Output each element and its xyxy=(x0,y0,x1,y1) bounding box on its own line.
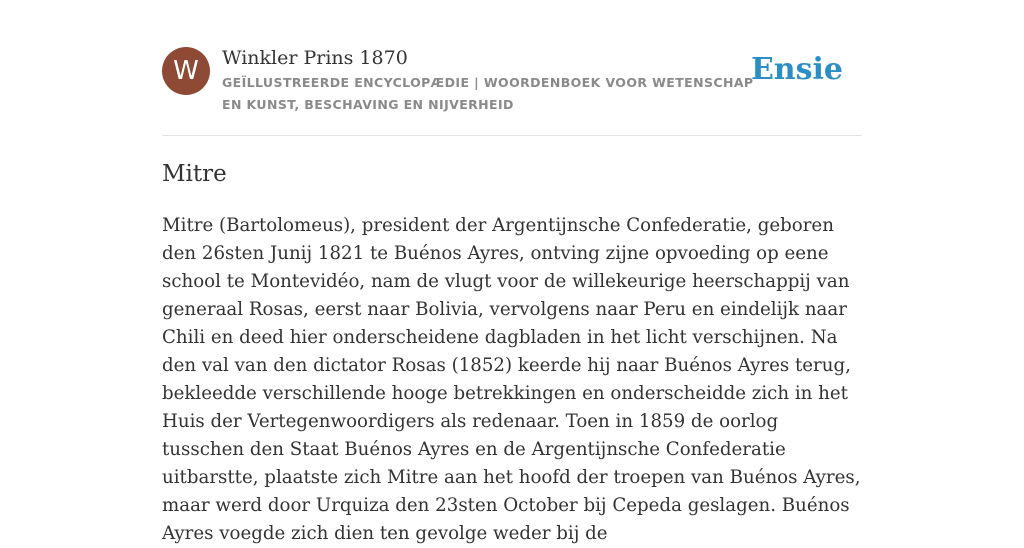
source-avatar: W xyxy=(162,47,210,95)
source-header xyxy=(162,46,862,136)
source-title[interactable]: Winkler Prins 1870 xyxy=(222,47,408,69)
entry-title: Mitre xyxy=(162,161,227,187)
entry-body: Mitre (Bartolomeus), president der Argentijnsche Confederatie, geboren den 26sten Junij 1821 te Buénos Ayres, ontving zijne opvoeding op eene school te Montevidéo, nam de vlugt voor de willekeurige heerschappij van generaal Rosas, eerst naar Bolivia, vervolgens naar Peru en eindelijk naar Chili en deed hier onderscheidene dagbladen in het licht verschijnen. Na den val van den dictator Rosas (1852) keerde hij naar Buénos Ayres terug, bekleedde verschillende hooge betrekkingen en onderscheidde zich in het Huis der Vertegenwoordigers als redenaar. Toen in 1859 de oorlog tusschen den Staat Buénos Ayres en de Argentijnsche Confederatie uitbarstte, plaatste zich Mitre aan het hoofd der troepen van Buénos Ayres, maar werd door Urquiza den 23sten October bij Cepeda geslagen. Buénos Ayres voegde zich dien ten gevolge weder bij de xyxy=(162,215,861,544)
header-divider xyxy=(162,135,862,136)
ensie-logo-link[interactable]: Ensie xyxy=(750,52,843,87)
source-subtitle: GEÏLLUSTREERDE ENCYCLOPÆDIE | WOORDENBOEK VOOR WETENSCHAP EN KUNST, BESCHAVING EN NIJVERHEID xyxy=(222,75,754,112)
